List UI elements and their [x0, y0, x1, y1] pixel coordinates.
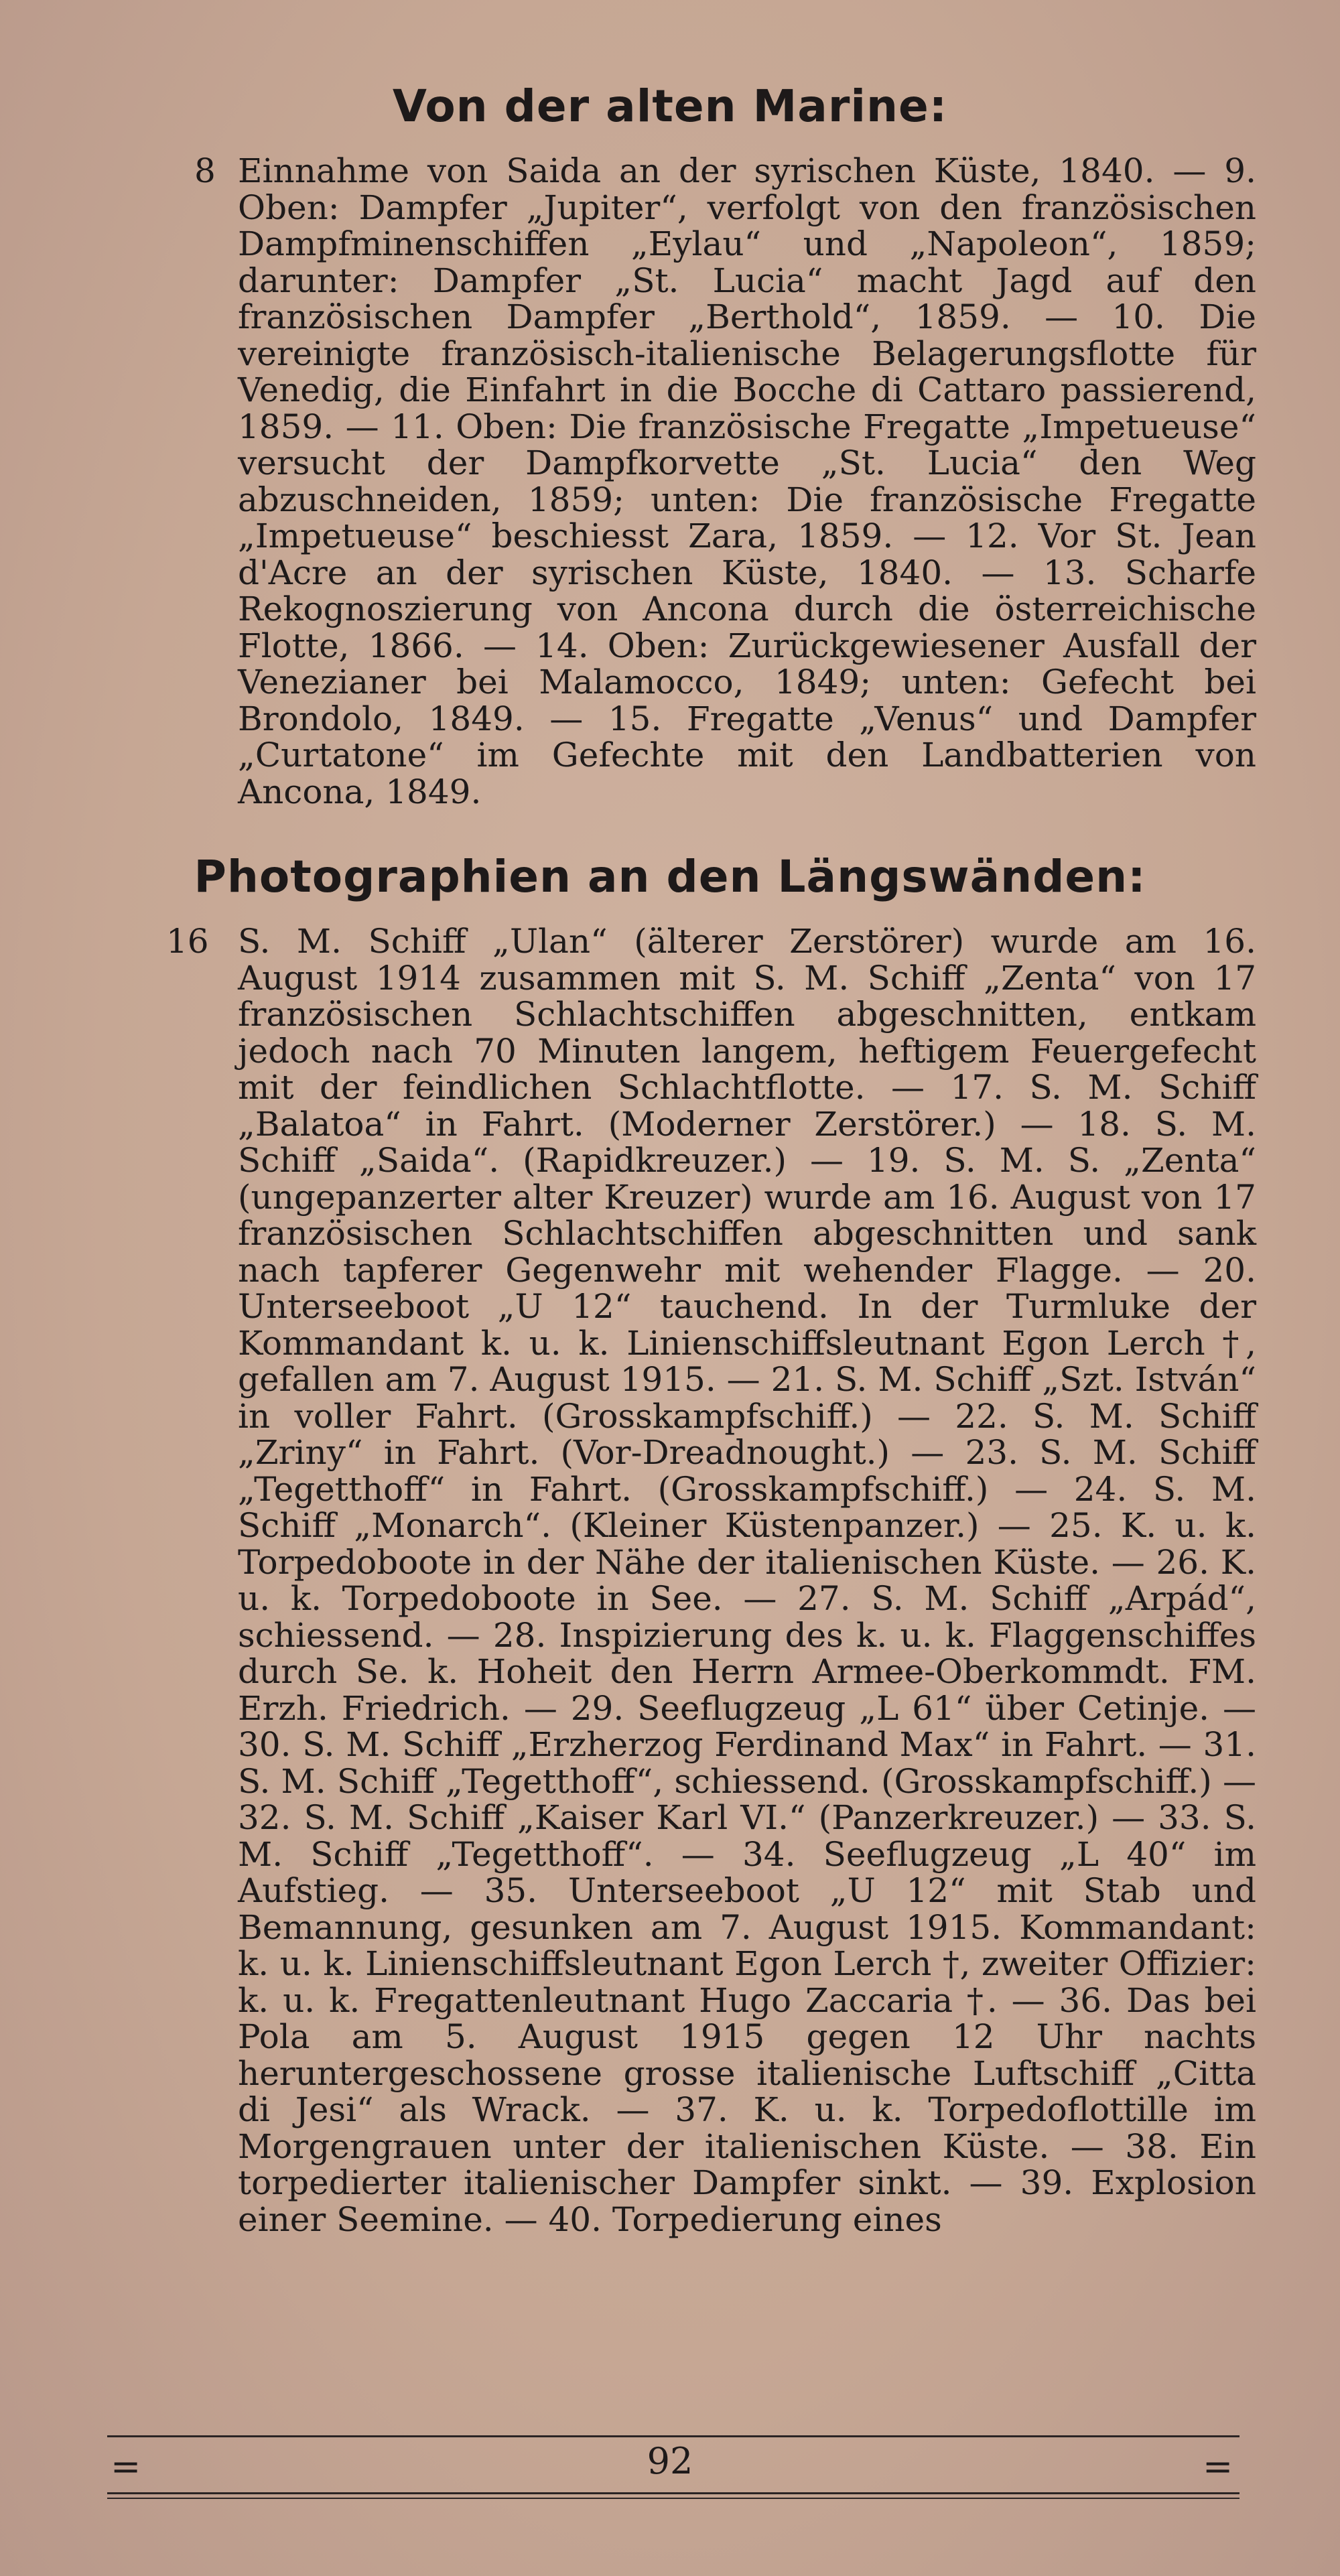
footer-top-rule — [107, 2435, 1240, 2437]
photographs-paragraph — [238, 923, 1256, 2238]
footer-left-mark: = — [111, 2445, 141, 2488]
paragraph-text: S. M. Schiff „Ulan“ (älterer Zerstörer) wurde am 16. August 1914 zusammen mit S. M. Schiff „Zenta“ von 17 französischen Schlachtschiffen abgeschnitten, entkam jedoch nach 70 Minuten langem, heftigem Feuergefecht mit der feindlichen Schlachtflotte. — 17. S. M. Schiff „Balatoa“ in Fahrt. (Moderner Zerstörer.) — 18. S. M. Schiff „Saida“. (Rapidkreuzer.) — 19. S. M. S. „Zenta“ (ungepanzerter alter Kreuzer) wurde am 16. August von 17 französischen Schlachtschiffen abgeschnitten und sank nach tapferer Gegenwehr mit wehender Flagge. — 20. Unterseeboot „U 12“ tauchend. In der Turmluke der Kommandant k. u. k. Linienschiffsleutnant Egon Lerch †, gefallen am 7. August 1915. — 21. S. M. Schiff „Szt. István“ in voller Fahrt. (Grosskampfschiff.) — 22. S. M. Schiff „Zriny“ in Fahrt. (Vor-Dreadnought.) — 23. S. M. Schiff „Tegetthoff“ in Fahrt. (Grosskampfschiff.) — 24. S. M. Schiff „Monarch“. (Kleiner Küstenpanzer.) — 25. K. u. k. Torpedoboote in der Nähe der italienischen Küste. — 26. K. u. k. Torpedoboote in See. — 27. S. M. Schiff „Arpád“, schiessend. — 28. Inspizierung des k. u. k. Flaggenschiffes durch Se. k. Hoheit den Herrn Armee-Oberkommdt. FM. Erzh. Friedrich. — 29. Seeflugzeug „L 61“ über Cetinje. — 30. S. M. Schiff „Erzherzog Ferdinand Max“ in Fahrt. — 31. S. M. Schiff „Tegetthoff“, schiessend. (Grosskampfschiff.) — 32. S. M. Schiff „Kaiser Karl VI.“ (Panzerkreuzer.) — 33. S. M. Schiff „Tegetthoff“. — 34. Seeflugzeug „L 40“ im Aufstieg. — 35. Unterseeboot „U 12“ mit Stab und Bemannung, gesunken am 7. August 1915. Kommandant: k. u. k. Linienschiffsleutnant Egon Lerch †, zweiter Offizier: k. u. k. Fregattenleutnant Hugo Zaccaria †. — 36. Das bei Pola am 5. August 1915 gegen 12 Uhr nachts heruntergeschossene grosse italienische Luftschiff „Citta di Jesi“ als Wrack. — 37. K. u. k. Torpedoflottille im Morgengrauen unter der italienischen Küste. — 38. Ein torpedierter italienischer Dampfer sinkt. — 39. Explosion einer Seemine. — 40. Torpedierung eines — [238, 922, 1256, 2239]
section-heading-old-navy: Von der alten Marine: — [392, 80, 948, 132]
section-heading-photographs: Photographien an den Längswänden: — [194, 851, 1146, 902]
footer-bottom-rule-thin — [107, 2498, 1240, 2499]
old-navy-paragraph — [238, 153, 1256, 810]
paragraph-text: Einnahme von Saida an der syrischen Küste, 1840. — 9. Oben: Dampfer „Jupiter“, verfolgt von den französischen Dampfminenschiffen „Eylau“ und „Napoleon“, 1859; darunter: Dampfer „St. Lucia“ macht Jagd auf den französischen Dampfer „Berthold“, 1859. — 10. Die vereinigte französisch-italienische Belagerungsflotte für Venedig, die Einfahrt in die Bocche di Cattaro passierend, 1859. — 11. Oben: Die französische Fregatte „Impetueuse“ versucht der Dampfkorvette „St. Lucia“ den Weg abzuschneiden, 1859; unten: Die französische Fregatte „Impetueuse“ beschiesst Zara, 1859. — 12. Vor St. Jean d'Acre an der syrischen Küste, 1840. — 13. Scharfe Rekognoszierung von Ancona durch die österreichische Flotte, 1866. — 14. Oben: Zurückgewiesener Ausfall der Venezianer bei Malamocco, 1849; unten: Gefecht bei Brondolo, 1849. — 15. Fregatte „Venus“ und Dampfer „Curtatone“ im Gefechte mit den Landbatterien von Ancona, 1849. — [238, 151, 1256, 811]
page-number: 92 — [647, 2440, 693, 2482]
footer-right-mark: = — [1203, 2445, 1233, 2488]
item-number-start: 16 — [166, 922, 209, 961]
item-number-start: 8 — [194, 151, 216, 190]
footer-bottom-rule — [107, 2492, 1240, 2494]
